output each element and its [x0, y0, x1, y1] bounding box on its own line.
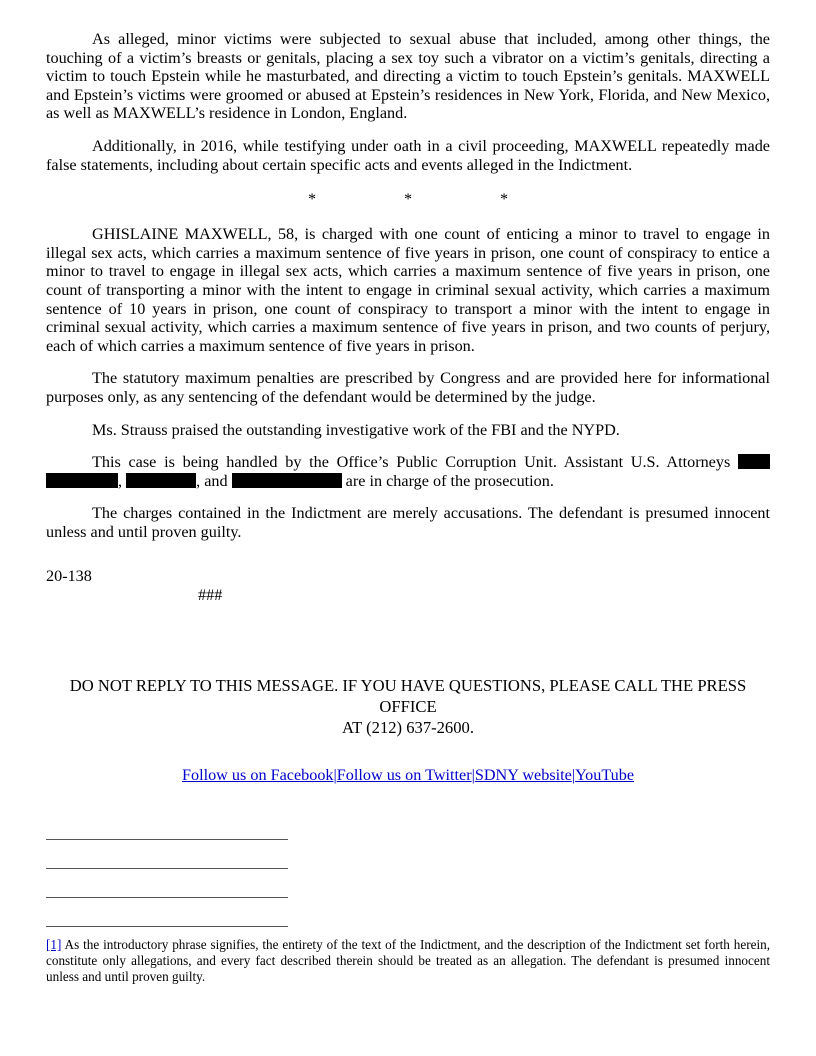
- redacted-name-2: [46, 473, 118, 488]
- horizontal-rules-group: [46, 839, 770, 898]
- paragraph-charges: GHISLAINE MAXWELL, 58, is charged with one count of enticing a minor to travel to engage in illegal sex acts, which carries a maximum sentence of five years in prison, one count of conspiracy to entice a minor to travel to engage in illegal sex acts, which carries a maximum sentence of five years in prison, one count of transporting a minor with the intent to engage in criminal sexual activity, which carries a maximum sentence of 10 years in prison, one count of conspiracy to transport a minor with the intent to engage in criminal sexual activity, which carries a maximum sentence of five years in prison, and two counts of perjury, each of which carries a maximum sentence of five years in prison.: [46, 225, 770, 355]
- star-1: *: [307, 190, 317, 209]
- notice-line-2: AT (212) 637-2600.: [342, 717, 474, 737]
- redacted-name-4: [232, 473, 342, 488]
- document-number: 20-138: [46, 567, 92, 586]
- redacted-name-1: [738, 454, 770, 469]
- paragraph-prosecution: [46, 453, 770, 490]
- hash-marker: ###: [198, 586, 223, 605]
- paragraph-strauss-praise: Ms. Strauss praised the outstanding investigative work of the FBI and the NYPD.: [92, 420, 620, 439]
- footnote-separator: [46, 926, 288, 927]
- link-facebook[interactable]: Follow us on Facebook: [181, 765, 334, 784]
- link-separator-3: |: [571, 765, 576, 784]
- paragraph-false-statements: Additionally, in 2016, while testifying under oath in a civil proceeding, MAXWELL repeatedly made false statements, including about certain specific acts and events alleged in the Indictment.: [46, 136, 770, 174]
- link-separator-2: |: [471, 765, 475, 784]
- paragraph-abuse-allegations: As alleged, minor victims were subjected to sexual abuse that included, among other things, the touching of a victim’s breasts or genitals, placing a sex toy such a vibrator on a victim’s genitals, directing a victim to touch Epstein while he masturbated, and directing a victim to touch Epstein’s genitals. MAXWELL and Epstein’s victims were groomed or abused at Epstein’s residences in New York, Florida, and New Mexico, as well as MAXWELL’s residence in London, England.: [46, 30, 770, 123]
- link-twitter[interactable]: Follow us on Twitter: [336, 765, 472, 784]
- redacted-name-3: [126, 473, 196, 488]
- footnote-marker[interactable]: [1]: [46, 936, 62, 952]
- star-separator: [46, 190, 770, 209]
- link-sdny-website[interactable]: SDNY website: [474, 765, 572, 784]
- social-links: [46, 766, 770, 785]
- star-3: *: [499, 190, 509, 209]
- link-separator-1: |: [333, 765, 337, 784]
- paragraph-presumed-innocent: The charges contained in the Indictment are merely accusations. The defendant is presumed innocent unless and until proven guilty.: [46, 504, 770, 541]
- horizontal-rule-1: [46, 839, 288, 840]
- star-2: *: [403, 190, 413, 209]
- link-youtube[interactable]: YouTube: [575, 765, 635, 784]
- horizontal-rule-3: [46, 897, 288, 898]
- prosecution-comma: ,: [118, 471, 123, 490]
- prosecution-lead-text: This case is being handled by the Office’s Public Corruption Unit. Assistant U.S. Attorneys: [92, 453, 731, 472]
- prosecution-tail-text: are in charge of the prosecution.: [345, 471, 554, 490]
- horizontal-rule-2: [46, 868, 288, 869]
- notice-line-1: DO NOT REPLY TO THIS MESSAGE. IF YOU HAVE QUESTIONS, PLEASE CALL THE PRESS OFFICE: [69, 675, 747, 716]
- footnote-1: [46, 937, 770, 986]
- prosecution-and: , and: [196, 471, 228, 490]
- press-office-notice: [46, 675, 770, 738]
- paragraph-statutory-penalties: The statutory maximum penalties are prescribed by Congress and are provided here for informational purposes only, as any sentencing of the defendant would be determined by the judge.: [46, 369, 770, 406]
- footnote-text: As the introductory phrase signifies, the entirety of the text of the Indictment, and the description of the Indictment set forth herein, constitute only allegations, and every fact described therein should be treated as an allegation. The defendant is presumed innocent unless and until proven guilty.: [46, 936, 770, 985]
